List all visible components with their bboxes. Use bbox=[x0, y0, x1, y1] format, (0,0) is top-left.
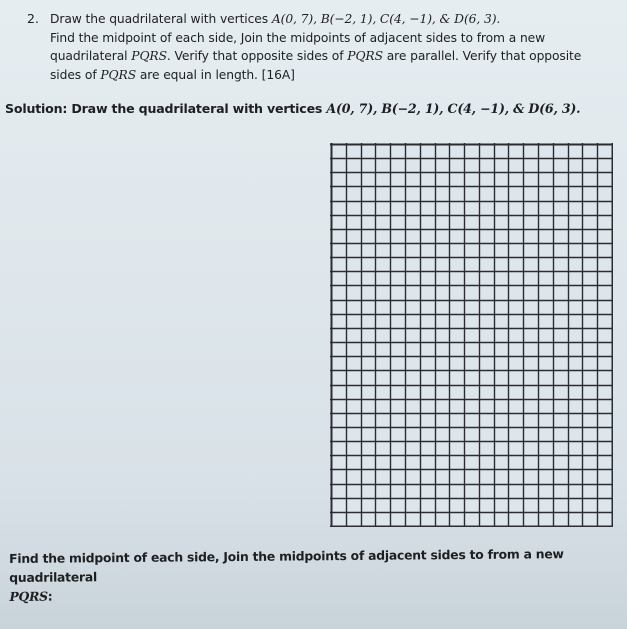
grid-lines bbox=[330, 143, 613, 527]
solution-label: Solution: Draw the quadrilateral with vertices bbox=[5, 101, 327, 116]
pqrs-math: PQRS bbox=[100, 67, 137, 82]
question-line-1-text: Draw the quadrilateral with vertices bbox=[50, 12, 272, 26]
pqrs-math: PQRS bbox=[347, 49, 383, 64]
question-line-3-mid: . Verify that opposite sides of bbox=[166, 49, 348, 64]
question-line-2-text: Find the midpoint of each side, Join the midpoints of adjacent sides to from a new bbox=[50, 30, 546, 45]
pqrs-label: PQRS bbox=[9, 588, 48, 604]
pqrs-math: PQRS bbox=[131, 49, 167, 64]
question-line-3-end: are parallel. Verify that opposite bbox=[382, 49, 582, 64]
solution-vertices-expression: A(0, 7), B(−2, 1), C(4, −1), & D(6, 3). bbox=[326, 101, 581, 116]
question-line-2 bbox=[50, 29, 620, 48]
question-line-4-text: sides of bbox=[50, 67, 101, 82]
question-text bbox=[50, 10, 620, 84]
question-line-3-text: quadrilateral bbox=[50, 49, 132, 64]
midpoint-instruction bbox=[9, 544, 619, 606]
vertices-expression: A(0, 7), B(−2, 1), C(4, −1), & D(6, 3). bbox=[271, 12, 501, 26]
question-line-4 bbox=[50, 66, 620, 85]
midpoint-instruction-text: Find the midpoint of each side, Join the midpoints of adjacent sides to from a new quadrilateral bbox=[9, 546, 564, 585]
question-line-3 bbox=[50, 47, 620, 66]
question-line-4-end: are equal in length. [16A] bbox=[136, 67, 295, 82]
solution-heading bbox=[5, 101, 580, 116]
question-number: 2. bbox=[27, 11, 39, 26]
graph-paper-grid[interactable] bbox=[330, 143, 613, 527]
question-line-1 bbox=[50, 10, 620, 29]
pqrs-colon: : bbox=[47, 588, 53, 604]
